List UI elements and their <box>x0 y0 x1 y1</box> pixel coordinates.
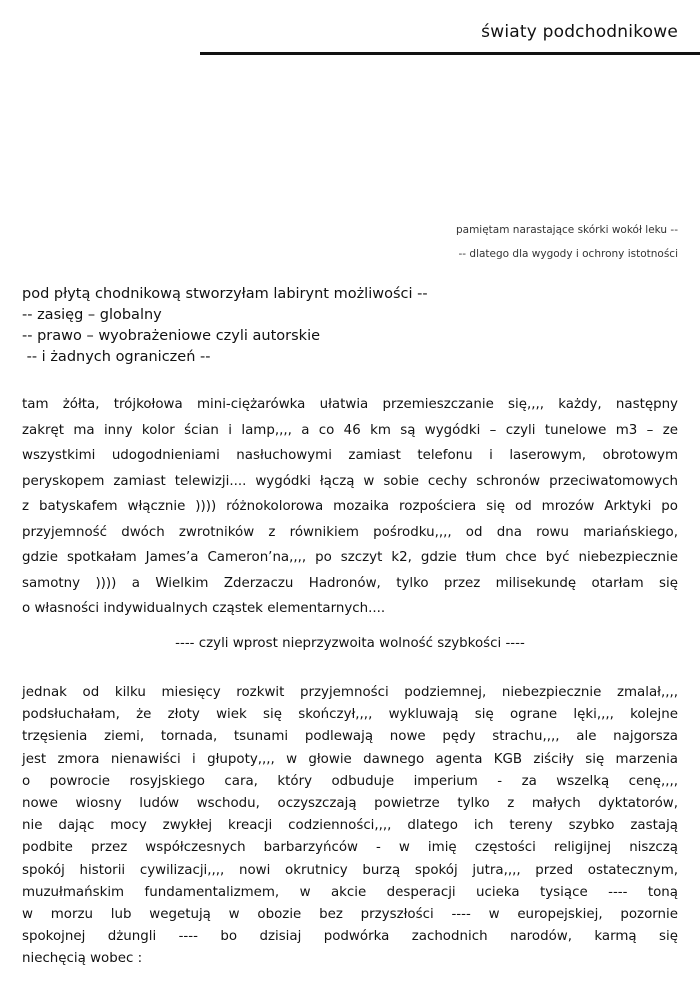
intro-line: -- zasięg – globalny <box>22 307 162 323</box>
epigraph-line: -- dlatego dla wygody i ochrony istotności <box>458 248 678 260</box>
header-rule <box>200 52 700 55</box>
paragraph-line: trzęsienia ziemi, tornada, tsunami podlewają nowe pędy strachu,,,, ale najgorsza <box>22 729 678 745</box>
intro-line: -- i żadnych ograniczeń -- <box>22 349 211 365</box>
page-title: światy podchodnikowe <box>481 22 678 42</box>
intro-stanza <box>22 284 682 368</box>
paragraph-line: w morzu lub wegetują w obozie bez przyszłości ---- w europejskiej, pozornie <box>22 907 678 923</box>
paragraph-1 <box>22 392 678 622</box>
paragraph-line: spokój historii cywilizacji,,,, nowi okrutnicy burzą spokój jutra,,,, przed ostatecznym, <box>22 862 678 878</box>
paragraph-line: spokojnej dżungli ---- bo dzisiaj podwórka zachodnich narodów, karmą się <box>22 929 678 945</box>
intro-line: pod płytą chodnikową stworzyłam labirynt możliwości -- <box>22 286 428 302</box>
paragraph-line: muzułmańskim fundamentalizmem, w akcie desperacji ucieka tysiące ---- toną <box>22 884 678 900</box>
intro-line: -- prawo – wyobrażeniowe czyli autorskie <box>22 328 321 344</box>
paragraph-line: nie dając mocy zwykłej kreacji codzienności,,,, dlatego ich tereny szybko zastają <box>22 818 678 834</box>
paragraph-line: podsłuchałam, że złoty wiek się skończył,,,, wykluwają się ograne lęki,,,, kolejne <box>22 707 678 723</box>
paragraph-line: gdzie spotkałam James’a Cameron’na,,,, po szczyt k2, gdzie tłum chce być niebezpiecznie <box>22 550 678 565</box>
epigraph <box>456 218 678 266</box>
paragraph-2 <box>22 682 678 971</box>
paragraph-line: nowe wiosny ludów wschodu, oczyszczają powietrze tylko z małych dyktatorów, <box>22 796 678 812</box>
paragraph-line: o powrocie rosyjskiego cara, który odbuduje imperium - za wszelką cenę,,,, <box>22 773 678 789</box>
paragraph-line: przyjemność dwóch zwrotników z równikiem pośrodku,,,, od dna rowu mariańskiego, <box>22 524 678 540</box>
paragraph-line: tam żółta, trójkołowa mini-ciężarówka ułatwia przemieszczanie się,,,, każdy, następny <box>22 397 678 412</box>
paragraph-line: peryskopem zamiast telewizji.... wygódki łączą w sobie cechy schronów przeciwatomowych <box>22 473 678 489</box>
paragraph-line: jest zmora nienawiści i głupoty,,,, w głowie dawnego agenta KGB ziściły się marzenia <box>22 751 678 767</box>
paragraph-line: wszystkimi udogodnieniami nasłuchowymi zamiast telefonu i laserowym, obrotowym <box>22 448 678 463</box>
paragraph-line: jednak od kilku miesięcy rozkwit przyjemności podziemnej, niebezpiecznie zmalał,,,, <box>22 685 678 700</box>
paragraph-line: samotny )))) a Wielkim Zderzaczu Hadronów, tylko przez milisekundę otarłam się <box>22 575 678 591</box>
paragraph-line: o własności indywidualnych cząstek elementarnych.... <box>22 601 386 616</box>
paragraph-line: podbite przez współczesnych barbarzyńców - w imię częstości religijnej niszczą <box>22 840 678 856</box>
epigraph-line: pamiętam narastające skórki wokół leku -- <box>455 224 678 236</box>
paragraph-line: niechęcią wobec : <box>22 951 143 967</box>
paragraph-line: zakręt ma inny kolor ścian i lamp,,,, a co 46 km są wygódki – czyli tunelowe m3 – ze <box>22 422 678 438</box>
paragraph-line: z batyskafem włącznie )))) różnokolorowa mozaika rozpościera się od mrozów Arktyki po <box>22 499 678 514</box>
centered-line: ---- czyli wprost nieprzyzwoita wolność szybkości ---- <box>175 636 525 651</box>
